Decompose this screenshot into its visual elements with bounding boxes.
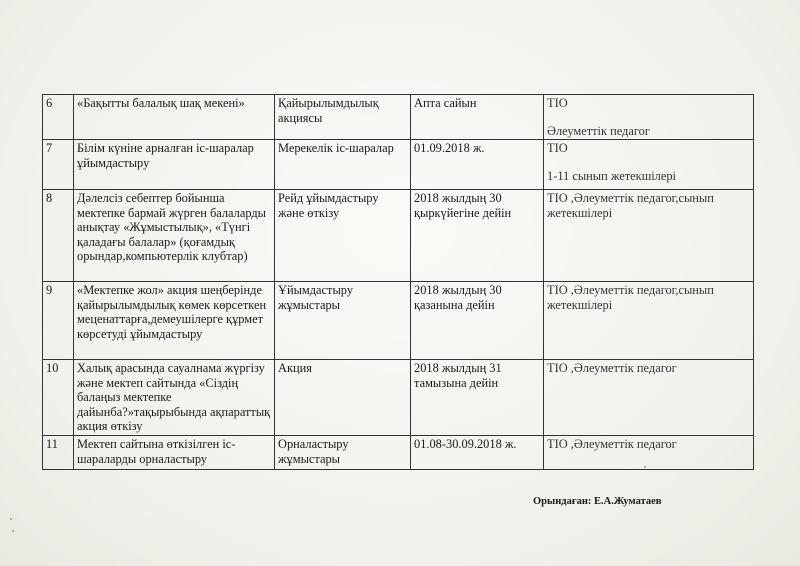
scan-speck	[10, 518, 12, 520]
responsible-cell: ТІО ,Әлеуметтік педагог	[544, 436, 754, 470]
form-cell: Рейд ұйымдастыру және өткізу	[275, 190, 411, 282]
table-row	[43, 360, 754, 436]
signature-line: Орындаған: Е.А.Жуматаев	[533, 496, 662, 507]
plan-table	[42, 94, 754, 470]
responsible-cell: ТІО ,Әлеуметтік педагог	[544, 360, 754, 436]
form-cell: Ұйымдастыру жұмыстары	[275, 282, 411, 360]
responsible-cell: ТІО ,Әлеуметтік педагог,сынып жетекшілері	[544, 190, 754, 282]
row-number: 7	[43, 140, 74, 190]
date-cell: 2018 жылдың 31 тамызына дейін	[411, 360, 544, 436]
event-cell: Мектеп сайтына өткізілген іс-шараларды орналастыру	[74, 436, 275, 470]
scan-speck	[644, 466, 646, 468]
event-cell: «Бақытты балалық шақ мекені»	[74, 95, 275, 140]
row-number: 6	[43, 95, 74, 140]
form-cell: Акция	[275, 360, 411, 436]
table-row	[43, 140, 754, 190]
date-cell: 01.08-30.09.2018 ж.	[411, 436, 544, 470]
date-cell: Апта сайын	[411, 95, 544, 140]
event-cell: Білім күніне арналған іс-шаралар ұйымдастыру	[74, 140, 275, 190]
row-number: 9	[43, 282, 74, 360]
event-cell: Халық арасында сауалнама жүргізу және мектеп сайтында «Сіздің балаңыз мектепке дайынба?»тақырыбында ақпараттық акция өткізу	[74, 360, 275, 436]
event-cell: «Мектепке жол» акция шеңберінде қайырылымдылық көмек көрсеткен меценаттарға,демеушілерге құрмет көрсетуді ұйымдастыру	[74, 282, 275, 360]
responsible-line: Әлеуметтік педагог	[547, 123, 650, 138]
responsible-cell	[544, 95, 754, 140]
table-row	[43, 190, 754, 282]
date-cell: 2018 жылдың 30 қазанына дейін	[411, 282, 544, 360]
responsible-line: 1-11 сынып жетекшілері	[547, 168, 676, 183]
row-number: 10	[43, 360, 74, 436]
date-cell: 2018 жылдың 30 қыркүйегіне дейін	[411, 190, 544, 282]
date-cell: 01.09.2018 ж.	[411, 140, 544, 190]
form-cell: Мерекелік іс-шаралар	[275, 140, 411, 190]
responsible-cell: ТІО ,Әлеуметтік педагог,сынып жетекшілері	[544, 282, 754, 360]
row-number: 8	[43, 190, 74, 282]
table-row	[43, 282, 754, 360]
scan-speck	[12, 530, 14, 532]
responsible-line: ТІО	[547, 141, 568, 155]
table-row	[43, 436, 754, 470]
form-cell: Қайырылымдылық акциясы	[275, 95, 411, 140]
form-cell: Орналастыру жұмыстары	[275, 436, 411, 470]
table-row	[43, 95, 754, 140]
event-cell: Дәлелсіз себептер бойынша мектепке бармай жүрген балаларды анықтау «Жұмыстылық», «Түнгі қаладағы балалар» (қоғамдық орындар,компьютерлік клубтар)	[74, 190, 275, 282]
row-number: 11	[43, 436, 74, 470]
responsible-cell	[544, 140, 754, 190]
responsible-line: ТІО	[547, 96, 568, 110]
